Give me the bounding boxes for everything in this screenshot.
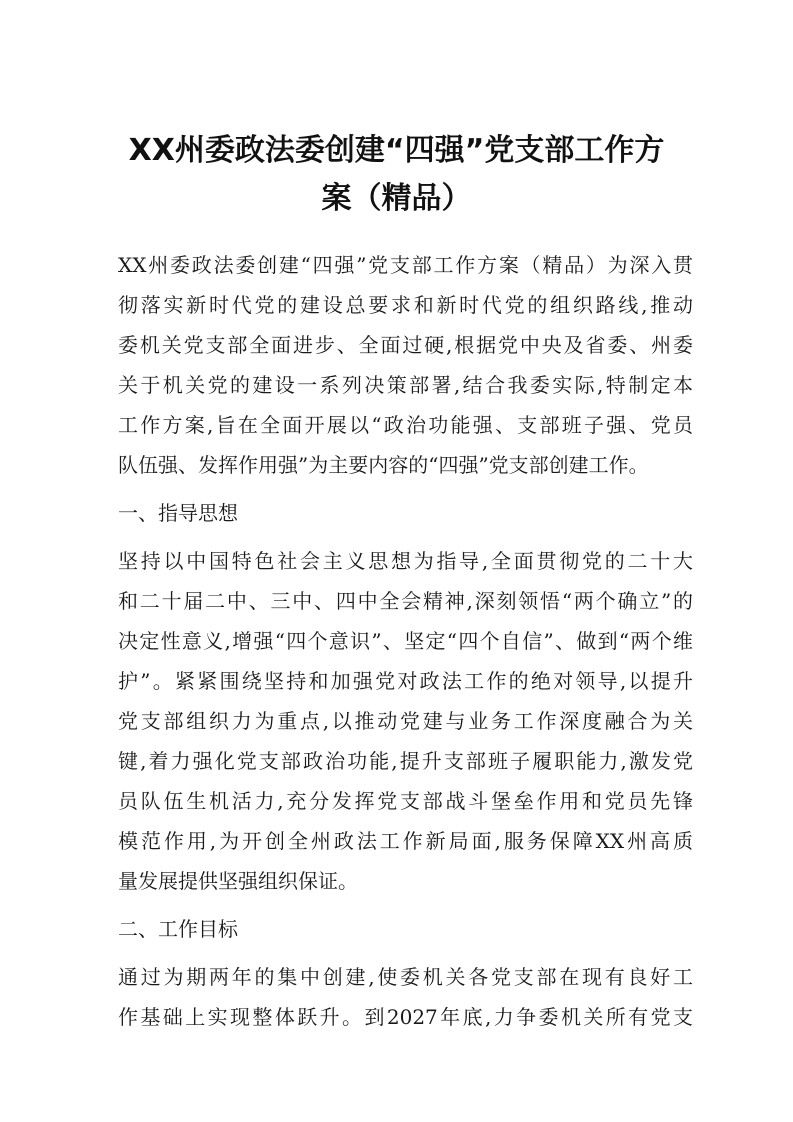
section-heading-work-goals: 二、工作目标 <box>118 917 238 941</box>
body-line-11: 护”。紧紧围绕坚持和加强党对政法工作的绝对领导,以提升 <box>118 669 693 693</box>
body-line-16: 量发展提供坚强组织保证。 <box>118 869 358 893</box>
body-line-3: 委机关党支部全面进步、全面过硬,根据党中央及省委、州委 <box>118 333 693 357</box>
body-line-2: 彻落实新时代党的建设总要求和新时代党的组织路线,推动 <box>118 293 693 317</box>
body-line-18: 通过为期两年的集中创建,使委机关各党支部在现有良好工 <box>118 965 693 989</box>
body-line-5: 工作方案,旨在全面开展以“政治功能强、支部班子强、党员 <box>118 413 693 437</box>
body-line-15: 模范作用,为开创全州政法工作新局面,服务保障XX州高质 <box>118 829 693 853</box>
document-title-line-2: 案（精品） <box>321 181 472 216</box>
section-heading-guiding-ideology: 一、指导思想 <box>118 501 238 525</box>
body-line-13: 键,着力强化党支部政治功能,提升支部班子履职能力,激发党 <box>118 749 693 773</box>
document-title-line-1: XX州委政法委创建“四强”党支部工作方 <box>128 133 665 168</box>
body-line-1: XX州委政法委创建“四强”党支部工作方案（精品）为深入贯 <box>118 253 693 277</box>
body-line-14: 员队伍生机活力,充分发挥党支部战斗堡垒作用和党员先锋 <box>118 789 693 813</box>
body-line-19: 作基础上实现整体跃升。到2027年底,力争委机关所有党支 <box>118 1005 693 1029</box>
body-line-12: 党支部组织力为重点,以推动党建与业务工作深度融合为关 <box>118 709 693 733</box>
body-line-4: 关于机关党的建设一系列决策部署,结合我委实际,特制定本 <box>118 373 693 397</box>
body-line-10: 决定性意义,增强“四个意识”、坚定“四个自信”、做到“两个维 <box>118 629 693 653</box>
body-line-8: 坚持以中国特色社会主义思想为指导,全面贯彻党的二十大 <box>118 549 693 573</box>
body-line-6: 队伍强、发挥作用强”为主要内容的“四强”党支部创建工作。 <box>118 453 649 477</box>
body-line-9: 和二十届二中、三中、四中全会精神,深刻领悟“两个确立”的 <box>118 589 693 613</box>
